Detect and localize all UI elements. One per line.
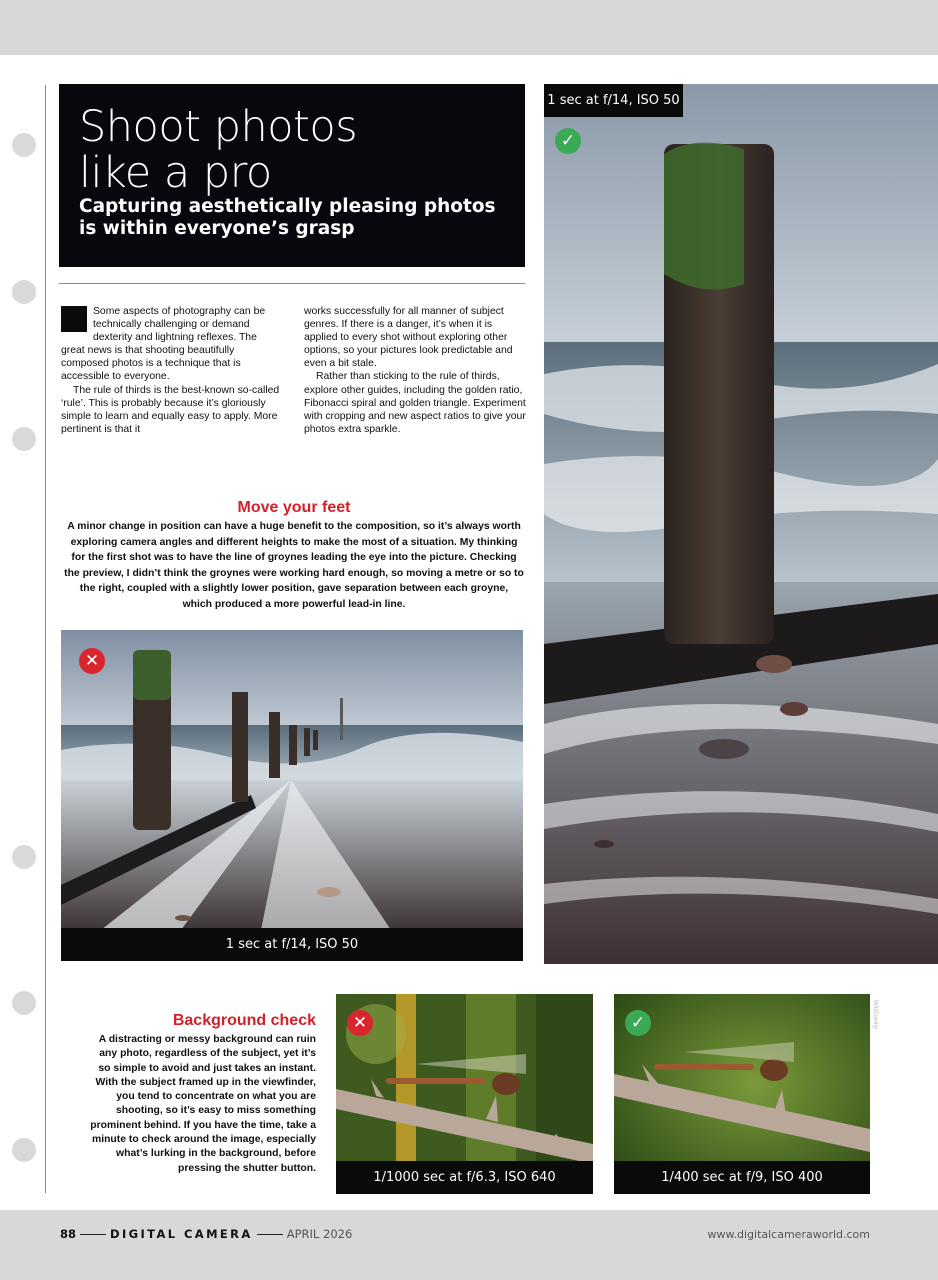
binder-hole [12,991,36,1015]
move-feet-heading: Move your feet [237,499,351,516]
page-subtitle: Capturing aesthetically pleasing photos is within everyone’s grasp [79,196,496,239]
groynes-photo-before-caption: 1 sec at f/14, ISO 50 [61,928,523,961]
dragonfly-photo-after [614,994,870,1194]
background-check-heading: Background check [172,1012,316,1029]
page-title [79,104,509,196]
binder-hole [12,280,36,304]
groynes-photo-before [61,630,523,930]
dragonfly-photo-before-caption: 1/1000 sec at f/6.3, ISO 640 [336,1161,593,1194]
binder-hole [12,845,36,869]
intro-paragraph-3: works successfully for all manner of subject genres. If there is a danger, it’s when it is applied to every shot without exploring other options, so your pictures look predictable and even a bit stale. [304,306,513,370]
groynes-scene [61,630,523,930]
issue-date: APRIL 2026 [286,1227,353,1241]
intro-paragraph-1: Some aspects of photography can be technically challenging or demand dexterity and lightning reflexes. The great news is that shooting beautifully composed photos is a technique that is accessible to everyone. [61,306,266,383]
footer-band [0,1210,938,1280]
footer-folio [60,1227,352,1241]
headline-box [59,84,525,267]
photo-credit: WildDanny [872,1000,878,1030]
intro-paragraph-4: Rather than sticking to the rule of thirds, explore other guides, including the golden ratio, Fibonacci spiral and golden triangle. Experiment with cropping and new aspect ratios to give your photos extra sparkle. [304,371,526,435]
section-divider [59,283,525,284]
binder-hole [12,427,36,451]
magazine-name: DIGITAL CAMERA [110,1227,253,1241]
approve-icon: ✓ [555,128,581,154]
margin-rule [45,85,46,1193]
dragonfly-photo-before [336,994,593,1194]
groyne-photo-after [544,84,938,964]
drop-cap-square [61,306,87,332]
groyne-scene [544,84,938,964]
background-check-text: A distracting or messy background can ruin any photo, regardless of the subject, yet it’s so simple to avoid and just takes an instant. With the subject framed up in the viewfinder, you tend to concentrate on what you are shooting, so it’s easy to miss something prominent behind. If you have the time, take a minute to check around the image, especially what’s lurking in the background, before pressing the shutter button. [90,1034,316,1174]
dragonfly-photo-after-caption: 1/400 sec at f/9, ISO 400 [614,1161,870,1194]
title-line-2: like a pro [79,148,272,198]
binder-hole [12,133,36,157]
binder-hole [12,1138,36,1162]
intro-paragraph-2: The rule of thirds is the best-known so-called ‘rule’. This is probably because it’s gloriously simple to learn and equally easy to apply. More pertinent is that it [61,384,280,435]
intro-column-1 [61,305,281,436]
reject-icon: ✕ [79,648,105,674]
website-url: www.digitalcameraworld.com [707,1228,870,1241]
intro-column-2 [304,305,526,436]
move-feet-text: A minor change in position can have a huge benefit to the composition, so it’s always worth exploring camera angles and different heights to make the most of a situation. My thinking for the first shot was to have the line of groynes leading the eye into the picture. Checking the preview, I didn’t think the groynes were working hard enough, so moving a metre or so to the right, coupled with a slightly lower position, gave separation between each groyne, which produced a more powerful lead-in line. [64,521,524,610]
title-line-1: Shoot photos [79,102,358,152]
folio-dash [80,1234,106,1235]
page-number: 88 [60,1227,77,1241]
top-margin-band [0,0,938,55]
reject-icon: ✕ [347,1010,373,1036]
approve-icon: ✓ [625,1010,651,1036]
folio-dash [257,1234,283,1235]
groyne-photo-after-caption: 1 sec at f/14, ISO 50 [544,84,683,117]
